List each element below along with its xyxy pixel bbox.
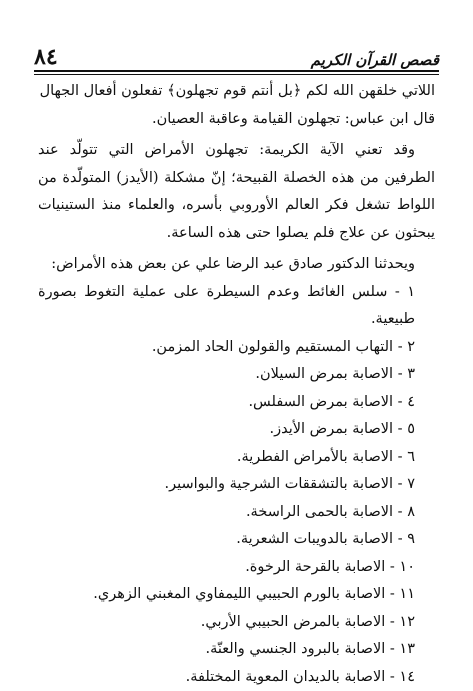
header-rule-thin	[34, 74, 439, 75]
list-item: ٣ - الاصابة بمرض السيلان.	[38, 361, 435, 389]
page-body	[38, 78, 435, 691]
paragraph-interpretation: وقد تعني الآية الكريمة: تجهلون الأمراض التي تتولّد عند الطرفين من هذه الخصلة القبيحة؛ إنّ مشكلة (الأيدز) المتولّدة من اللواط تشغل فكر العالم الأوروبي بأسره، والعلماء منذ الستينيات يبحثون عن علاج فلم يصلوا حتى هذه الساعة.	[38, 137, 435, 247]
paragraph-list-intro: ويحدثنا الدكتور صادق عبد الرضا علي عن بعض هذه الأمراض:	[38, 251, 435, 279]
paragraph-ibn-abbas: قال ابن عباس: تجهلون القيامة وعاقبة العصيان.	[38, 106, 435, 134]
list-item: ٥ - الاصابة بمرض الأيدز.	[38, 416, 435, 444]
page-number: ٨٤	[34, 46, 58, 68]
page-header	[34, 30, 439, 68]
list-item: ٦ - الاصابة بالأمراض الفطرية.	[38, 444, 435, 472]
list-item: ٧ - الاصابة بالتشققات الشرجية والبواسير.	[38, 471, 435, 499]
list-item: ١١ - الاصابة بالورم الحبيبي الليمفاوي المغبني الزهري.	[38, 581, 435, 609]
list-item: ١ - سلس الغائط وعدم السيطرة على عملية التغوط بصورة طبيعية.	[38, 279, 435, 334]
list-item: ١٠ - الاصابة بالقرحة الرخوة.	[38, 554, 435, 582]
list-item: ٤ - الاصابة بمرض السفلس.	[38, 389, 435, 417]
list-item: ٢ - التهاب المستقيم والقولون الحاد المزمن.	[38, 334, 435, 362]
list-item: ١٣ - الاصابة بالبرود الجنسي والعنّة.	[38, 636, 435, 664]
paragraph-continuation: اللاتي خلقهن الله لكم ﴿بل أنتم قوم تجهلون﴾ تفعلون أفعال الجهال	[38, 78, 435, 106]
list-item: ٩ - الاصابة بالدويبات الشعرية.	[38, 526, 435, 554]
list-item: ١٤ - الاصابة بالديدان المعوية المختلفة.	[38, 664, 435, 691]
list-item: ٨ - الاصابة بالحمى الراسخة.	[38, 499, 435, 527]
running-title: قصص القرآن الكريم	[311, 53, 439, 68]
list-item: ١٢ - الاصابة بالمرض الحبيبي الأربي.	[38, 609, 435, 637]
header-rule	[34, 70, 439, 72]
ailments-list	[38, 279, 435, 691]
